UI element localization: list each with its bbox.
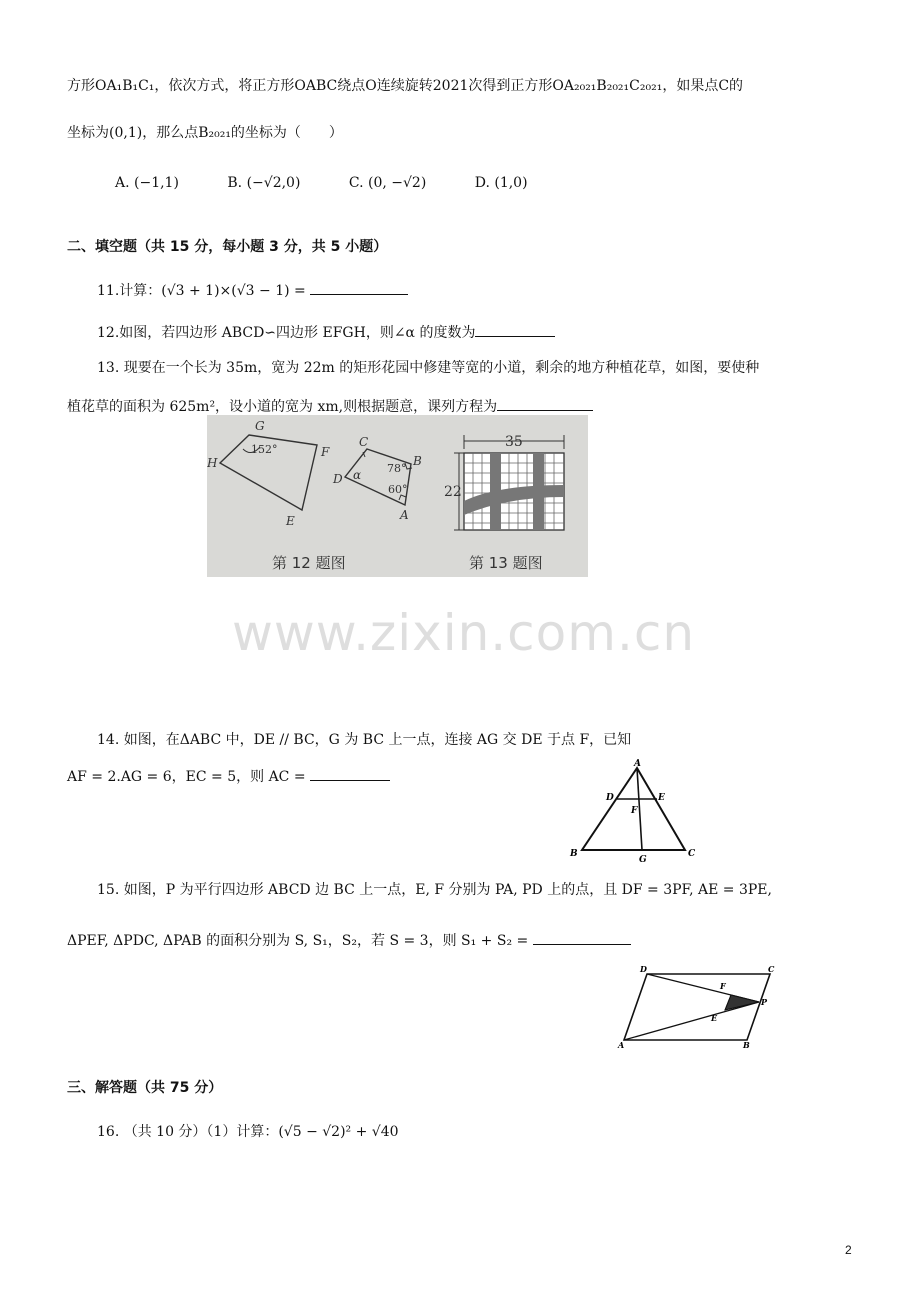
page-number: 2 bbox=[845, 1243, 852, 1257]
figures-photo bbox=[207, 415, 588, 577]
label-d: D bbox=[333, 472, 343, 486]
label-c: C bbox=[688, 849, 696, 859]
label-g: G bbox=[639, 855, 647, 865]
q10-option-b: B. (−√2,0) bbox=[227, 175, 301, 191]
q10-line1: 方形OA₁B₁C₁，依次方式，将正方形OABC绕点O连续旋转2021次得到正方形OA₂₀₂₁B₂₀₂₁C₂₀₂₁，如果点C的 bbox=[67, 78, 744, 94]
label-b: B bbox=[413, 454, 422, 468]
label-f: F bbox=[720, 981, 726, 991]
q11 bbox=[97, 280, 408, 301]
q15-line2 bbox=[67, 930, 631, 951]
q10-line2: 坐标为(0,1)，那么点B₂₀₂₁的坐标为（ ） bbox=[67, 125, 343, 141]
dimension-height-label: 22 bbox=[444, 484, 462, 500]
garden-rectangle bbox=[464, 453, 564, 530]
q13-text: 植花草的面积为 625m²，设小道的宽为 xm,则根据题意，课列方程为 bbox=[67, 399, 498, 415]
q12-answer-blank bbox=[475, 322, 555, 337]
q15-answer-blank bbox=[533, 930, 631, 945]
q14-line1: 14. 如图，在ΔABC 中，DE // BC，G 为 BC 上一点，连接 AG 交 DE 于点 F，已知 bbox=[97, 732, 632, 748]
parallelogram-abcd bbox=[624, 974, 770, 1040]
q10-option-d: D. (1,0) bbox=[474, 175, 528, 191]
section3-title: 三、解答题（共 75 分） bbox=[67, 1080, 223, 1096]
label-f: F bbox=[321, 445, 330, 459]
angle-g-value: 152° bbox=[251, 443, 278, 456]
section2-title: 二、填空题（共 15 分，每小题 3 分，共 5 小题） bbox=[67, 239, 388, 255]
q15-line1: 15. 如图，P 为平行四边形 ABCD 边 BC 上一点，E, F 分别为 PA, PD 上的点，且 DF = 3PF, AE = 3PE, bbox=[97, 882, 772, 898]
label-b: B bbox=[570, 849, 578, 859]
segment-ag bbox=[637, 768, 642, 850]
label-e: E bbox=[711, 1013, 718, 1023]
angle-a-value: 60° bbox=[388, 483, 408, 496]
q10-option-c: C. (0, −√2) bbox=[348, 175, 427, 191]
label-g: G bbox=[255, 419, 265, 433]
fig13-caption: 第 13 题图 bbox=[469, 554, 543, 572]
q12 bbox=[97, 322, 555, 343]
q11-text: 11.计算：(√3 + 1)×(√3 − 1) = bbox=[97, 283, 311, 299]
label-f: F bbox=[631, 806, 638, 816]
q11-answer-blank bbox=[310, 280, 408, 295]
label-a: A bbox=[618, 1040, 625, 1050]
q14-line2 bbox=[67, 766, 390, 787]
segment-ap bbox=[624, 1002, 759, 1040]
fig12-caption: 第 12 题图 bbox=[272, 554, 346, 572]
label-c: C bbox=[768, 964, 775, 974]
figures-12-13 bbox=[207, 415, 588, 577]
fig14-triangle bbox=[562, 756, 702, 866]
label-b: B bbox=[743, 1040, 750, 1050]
label-alpha: α bbox=[353, 468, 362, 482]
path-vertical-left bbox=[490, 453, 501, 530]
label-h: H bbox=[207, 456, 218, 470]
label-d: D bbox=[606, 793, 614, 803]
label-a: A bbox=[400, 508, 409, 522]
dimension-width-label: 35 bbox=[505, 434, 523, 450]
q16-text: 16. （共 10 分）（1）计算：(√5 − √2)² + √40 bbox=[97, 1124, 399, 1140]
q13-line2 bbox=[67, 396, 593, 417]
q13-answer-blank bbox=[497, 396, 593, 411]
label-d: D bbox=[640, 964, 647, 974]
label-a: A bbox=[634, 759, 641, 769]
q13-line1: 13. 现要在一个长为 35m，宽为 22m 的矩形花园中修建等宽的小道，剩余的地方种植花草，如图，要使种 bbox=[97, 360, 760, 376]
q10-options bbox=[115, 173, 572, 193]
path-vertical-right bbox=[533, 453, 544, 530]
angle-b-value: 78° bbox=[387, 462, 407, 475]
q10-option-a: A. (−1,1) bbox=[115, 175, 179, 191]
q12-text: 12.如图，若四边形 ABCD∽四边形 EFGH，则∠α 的度数为 bbox=[97, 325, 476, 341]
q14-text: AF = 2.AG = 6，EC = 5，则 AC = bbox=[67, 769, 311, 785]
label-c: C bbox=[359, 435, 369, 449]
q14-answer-blank bbox=[310, 766, 390, 781]
label-p: P bbox=[761, 997, 768, 1007]
label-e: E bbox=[658, 793, 665, 803]
fig15-parallelogram bbox=[612, 962, 784, 1050]
q15-text: ΔPEF, ΔPDC, ΔPAB 的面积分别为 S, S₁，S₂，若 S = 3，则 S₁ + S₂ = bbox=[67, 933, 533, 949]
label-e: E bbox=[286, 514, 295, 528]
watermark: www.zixin.com.cn bbox=[232, 604, 696, 662]
